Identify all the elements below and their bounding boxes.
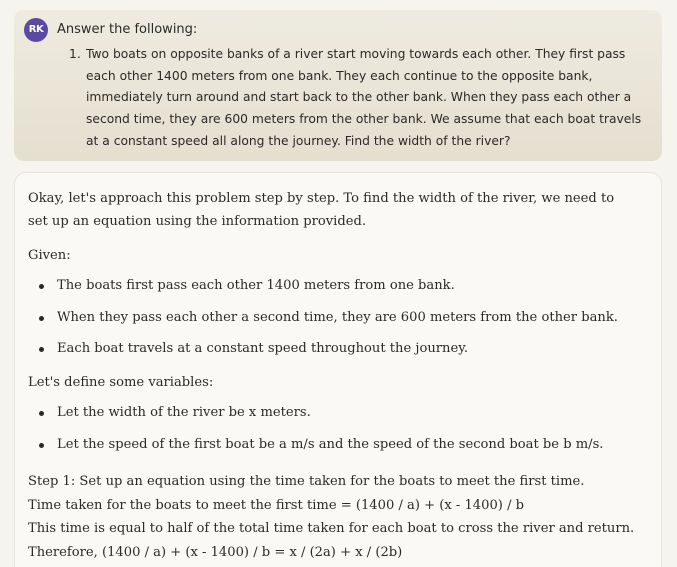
user-avatar[interactable]: RK	[24, 18, 48, 42]
bullet-icon	[39, 443, 44, 448]
bullet-icon	[39, 411, 44, 416]
user-question-item	[69, 44, 654, 153]
question-text: Two boats on opposite banks of a river start moving towards each other. They first pass each other 1400 meters from one bank. They each continue to the opposite bank, immediately turn around and start back to the other bank. When they pass each other a second time, they are 600 meters from the other bank. We assume that each boat travels at a constant speed all along the journey. Find the width of the river?	[86, 47, 642, 148]
step-1-block	[28, 470, 634, 565]
bullet-icon	[39, 316, 44, 321]
step-line: Step 1: Set up an equation using the time taken for the boats to meet the first time.	[28, 474, 585, 489]
given-item-text: When they pass each other a second time, they are 600 meters from the other bank.	[57, 310, 618, 325]
given-label: Given:	[28, 248, 71, 263]
user-question-list	[69, 44, 654, 153]
given-item-text: Each boat travels at a constant speed throughout the journey.	[57, 341, 469, 356]
step-line: Time taken for the boats to meet the first time = (1400 / a) + (x - 1400) / b	[28, 497, 525, 513]
assistant-intro: Okay, let's approach this problem step by step. To find the width of the river, we need to set up an equation using the information provided.	[28, 191, 615, 229]
variables-label: Let's define some variables:	[28, 375, 214, 390]
user-message	[14, 10, 662, 161]
assistant-message	[14, 172, 662, 567]
step-line: This time is equal to half of the total time taken for each boat to cross the river and return.	[28, 521, 635, 537]
bullet-icon	[39, 284, 44, 289]
given-item-text: The boats first pass each other 1400 meters from one bank.	[57, 278, 455, 293]
step-line: Therefore, (1400 / a) + (x - 1400) / b = x / (2a) + x / (2b)	[28, 545, 403, 561]
bullet-icon	[39, 347, 44, 352]
variable-item-text: Let the speed of the first boat be a m/s and the speed of the second boat be b m/s.	[57, 437, 604, 452]
question-number: 1.	[69, 47, 81, 61]
user-message-title: Answer the following:	[57, 22, 198, 37]
variable-item-text: Let the width of the river be x meters.	[57, 405, 311, 420]
